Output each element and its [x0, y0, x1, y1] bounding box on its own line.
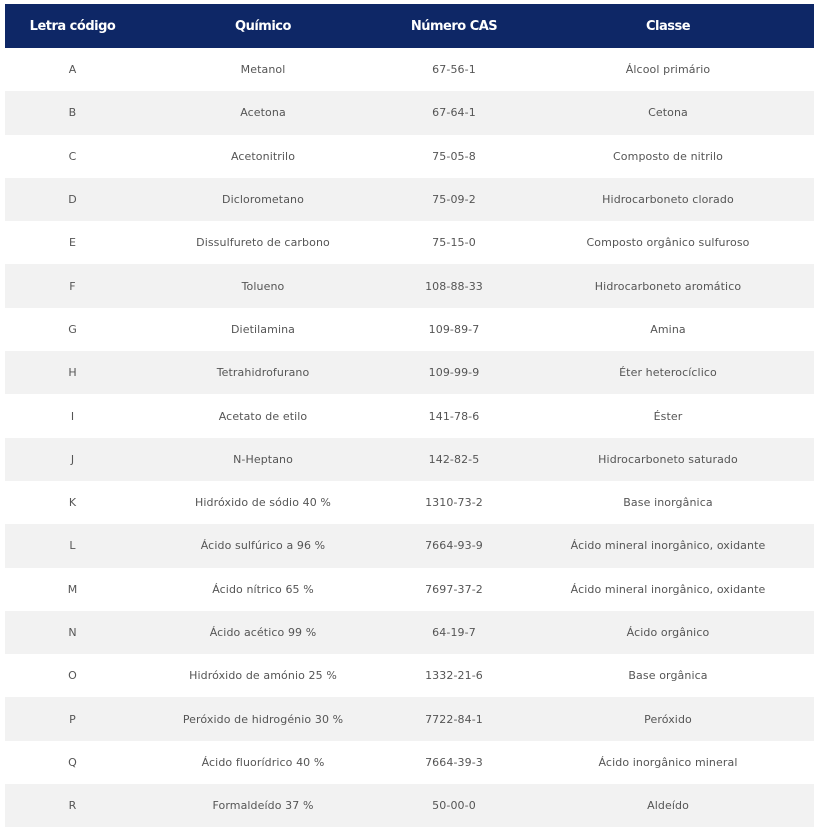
cell-cas-number: 109-89-7	[428, 322, 480, 336]
cell-chemical: Tolueno	[241, 279, 285, 293]
table-row	[5, 221, 814, 264]
cell-class: Cetona	[648, 106, 688, 120]
cell-letter-code: O	[68, 669, 77, 683]
cell-chemical: Ácido nítrico 65 %	[212, 582, 314, 596]
cell-chemical: Acetato de etilo	[218, 409, 308, 423]
table-row	[5, 438, 814, 481]
cell-class: Álcool primário	[625, 63, 711, 77]
cell-chemical: Tetrahidrofurano	[216, 366, 310, 380]
cell-class: Ácido mineral inorgânico, oxidante	[570, 539, 766, 553]
cell-chemical: Ácido fluorídrico 40 %	[201, 755, 325, 769]
cell-chemical: Peróxido de hidrogénio 30 %	[182, 712, 344, 726]
cell-cas-number: 141-78-6	[428, 409, 480, 423]
table-row	[5, 784, 814, 827]
cell-cas-number: 108-88-33	[425, 279, 483, 293]
cell-cas-number: 7664-39-3	[425, 755, 483, 769]
cell-chemical: Diclorometano	[222, 193, 304, 207]
cell-class: Composto orgânico sulfuroso	[586, 236, 750, 250]
cell-class: Hidrocarboneto clorado	[602, 193, 734, 207]
cell-cas-number: 67-64-1	[432, 106, 476, 120]
cell-class: Éter heterocíclico	[619, 366, 717, 380]
cell-chemical: Dietilamina	[230, 322, 296, 336]
cell-chemical: Ácido acético 99 %	[209, 626, 317, 639]
cell-chemical: Ácido sulfúrico a 96 %	[200, 539, 326, 553]
cell-class: Composto de nitrilo	[613, 149, 723, 163]
chemical-table	[5, 4, 814, 827]
cell-letter-code: D	[68, 193, 77, 207]
table-row	[5, 611, 814, 654]
chemical-table-container	[5, 4, 814, 827]
cell-letter-code: E	[68, 236, 77, 250]
header-cas-number: Número CAS	[410, 18, 498, 34]
cell-letter-code: I	[70, 409, 75, 423]
table-row	[5, 481, 814, 524]
cell-letter-code: N	[68, 626, 77, 639]
cell-class: Aldeído	[647, 799, 689, 813]
cell-class: Amina	[650, 322, 686, 336]
cell-letter-code: A	[68, 63, 77, 77]
table-header-row	[5, 4, 814, 48]
cell-cas-number: 7664-93-9	[425, 539, 483, 553]
header-chemical: Químico	[235, 18, 291, 34]
cell-cas-number: 75-05-8	[432, 149, 476, 163]
cell-cas-number: 64-19-7	[432, 626, 476, 639]
header-letter-code: Letra código	[29, 18, 116, 34]
cell-class: Ácido orgânico	[626, 626, 710, 639]
table-row	[5, 697, 814, 740]
cell-chemical: Acetonitrilo	[230, 149, 296, 163]
cell-cas-number: 142-82-5	[428, 452, 480, 466]
cell-cas-number: 50-00-0	[432, 799, 476, 813]
cell-cas-number: 75-09-2	[432, 193, 476, 207]
table-row	[5, 394, 814, 437]
table-body	[5, 48, 814, 827]
cell-letter-code: M	[67, 582, 78, 596]
table-row	[5, 654, 814, 697]
cell-letter-code: P	[69, 712, 76, 726]
table-row	[5, 524, 814, 567]
cell-chemical: Formaldeído 37 %	[212, 799, 314, 813]
cell-letter-code: J	[70, 452, 75, 466]
cell-chemical: N-Heptano	[233, 452, 293, 466]
cell-letter-code: Q	[68, 755, 77, 769]
cell-class: Hidrocarboneto saturado	[598, 452, 738, 466]
cell-letter-code: F	[69, 279, 76, 293]
cell-chemical: Hidróxido de amónio 25 %	[189, 669, 337, 683]
cell-chemical: Dissulfureto de carbono	[196, 236, 330, 250]
table-row	[5, 351, 814, 394]
cell-cas-number: 7697-37-2	[425, 582, 483, 596]
cell-letter-code: K	[68, 496, 77, 510]
table-row	[5, 264, 814, 307]
cell-class: Éster	[653, 409, 683, 423]
table-row	[5, 308, 814, 351]
cell-letter-code: H	[68, 366, 77, 380]
table-header	[5, 4, 814, 48]
cell-class: Ácido inorgânico mineral	[598, 755, 738, 769]
cell-chemical: Metanol	[240, 63, 286, 77]
cell-class: Base orgânica	[628, 669, 708, 683]
cell-class: Base inorgânica	[623, 496, 713, 510]
cell-cas-number: 109-99-9	[428, 366, 480, 380]
cell-chemical: Acetona	[240, 106, 286, 120]
cell-letter-code: C	[68, 149, 77, 163]
cell-cas-number: 1310-73-2	[425, 496, 483, 510]
table-row	[5, 178, 814, 221]
table-row	[5, 48, 814, 91]
table-row	[5, 568, 814, 611]
cell-class: Hidrocarboneto aromático	[594, 279, 742, 293]
table-row	[5, 91, 814, 134]
cell-chemical: Hidróxido de sódio 40 %	[195, 496, 331, 510]
cell-class: Peróxido	[644, 712, 692, 726]
cell-class: Ácido mineral inorgânico, oxidante	[570, 582, 766, 596]
header-class: Classe	[645, 18, 691, 34]
cell-letter-code: G	[68, 322, 77, 336]
table-row	[5, 741, 814, 784]
cell-cas-number: 67-56-1	[432, 63, 476, 77]
cell-letter-code: R	[68, 799, 77, 813]
cell-letter-code: B	[68, 106, 77, 120]
cell-letter-code: L	[69, 539, 76, 553]
table-row	[5, 135, 814, 178]
cell-cas-number: 7722-84-1	[425, 712, 483, 726]
cell-cas-number: 75-15-0	[432, 236, 476, 250]
cell-cas-number: 1332-21-6	[425, 669, 483, 683]
